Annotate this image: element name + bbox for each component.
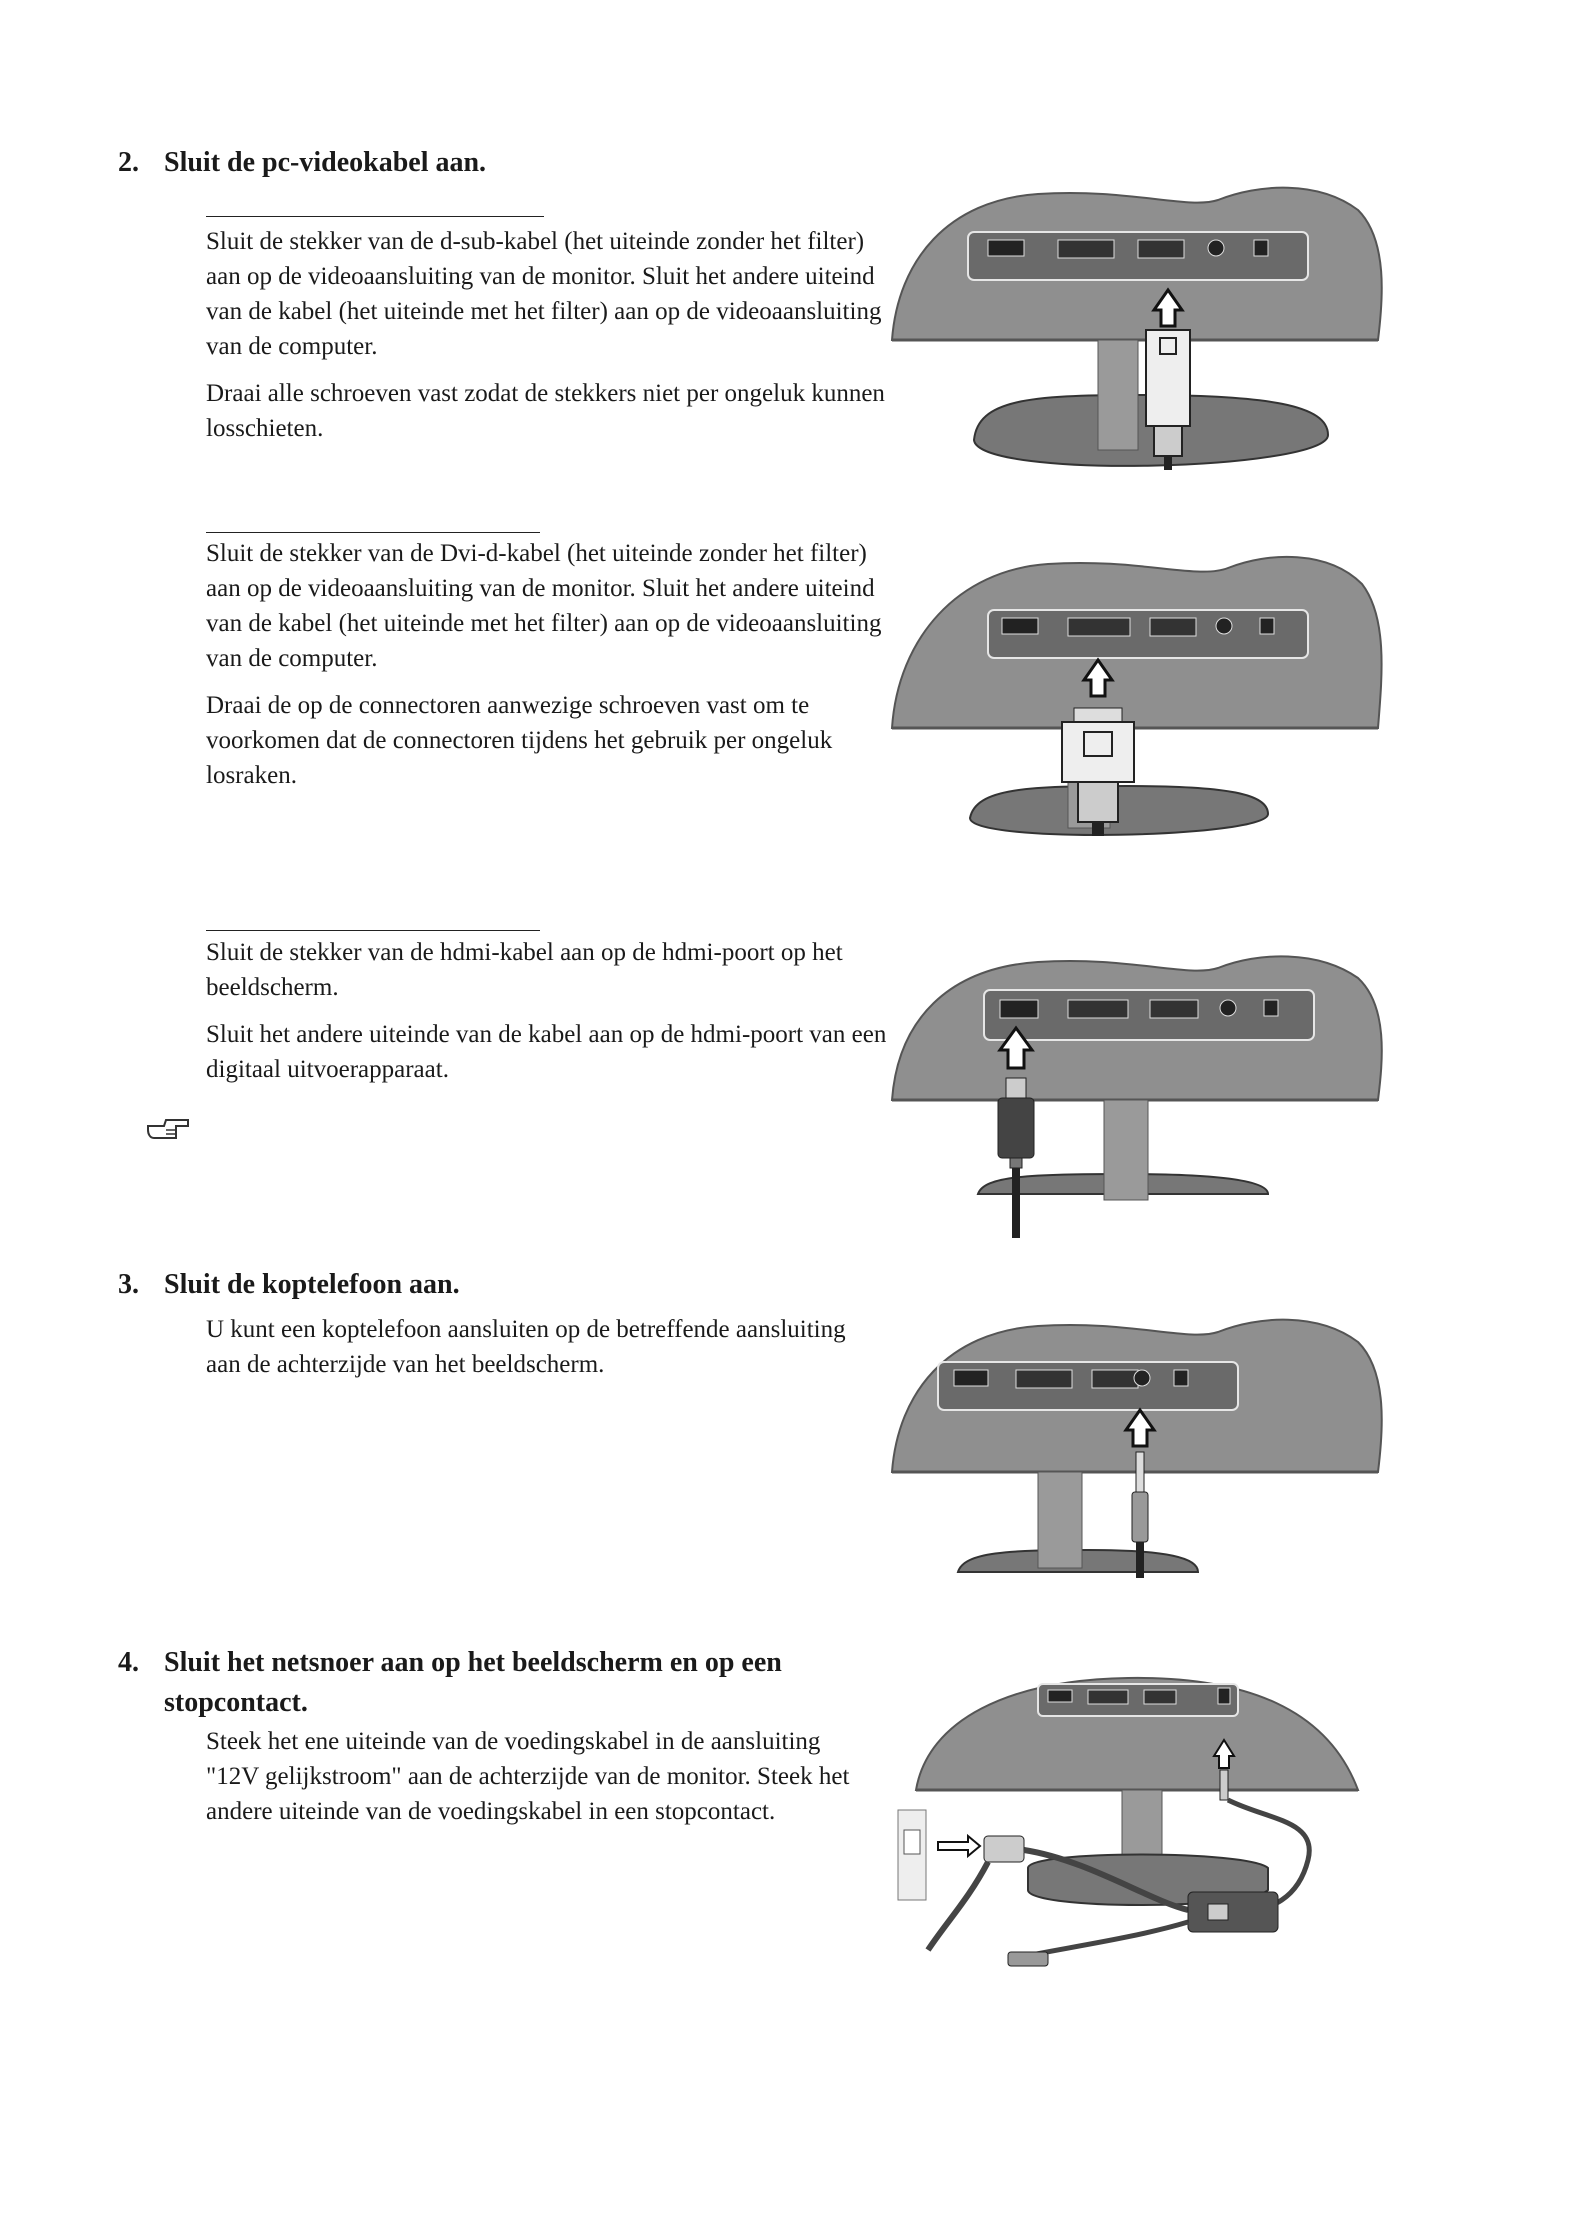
headphone-connection-illustration <box>888 1312 1384 1584</box>
dsub-section-rule <box>206 216 544 217</box>
step-2-heading <box>118 143 487 183</box>
dsub-paragraph-2: Draai alle schroeven vast zodat de stekkers niet per ongeluk kunnen losschieten. <box>206 380 885 442</box>
step-4-number: 4. <box>118 1647 139 1678</box>
power-paragraph-1: Steek het ene uiteinde van de voedingskabel in de aansluiting "12V gelijkstroom" aan de achterzijde van de monitor. Steek het andere uiteinde van de voedingskabel in een stopcontact. <box>206 1728 850 1825</box>
dvi-paragraph-2: Draai de op de connectoren aanwezige schroeven vast om te voorkomen dat de connectoren tijdens het gebruik per ongeluk losraken. <box>206 692 833 789</box>
power-connection-illustration <box>888 1660 1388 1990</box>
hdmi-paragraph-2: Sluit het andere uiteinde van de kabel aan op de hdmi-poort van een digitaal uitvoerapparaat. <box>206 1021 887 1083</box>
step-4-heading <box>118 1643 904 1723</box>
step-2-number: 2. <box>118 147 139 178</box>
hdmi-paragraph-1: Sluit de stekker van de hdmi-kabel aan op de hdmi-poort op het beeldscherm. <box>206 939 843 1001</box>
dvi-instructions <box>206 536 890 805</box>
dvi-connection-illustration <box>888 548 1384 838</box>
step-3-number: 3. <box>118 1269 139 1300</box>
dvi-paragraph-1: Sluit de stekker van de Dvi-d-kabel (het uiteinde zonder het filter) aan op de videoaansluiting van de monitor. Sluit het andere uiteind van de kabel (het uiteinde met het filter) aan op de videoaansluiting van de computer. <box>206 540 882 672</box>
step-3-title: Sluit de koptelefoon aan. <box>164 1269 460 1300</box>
dvi-section-rule <box>206 532 540 533</box>
headphone-instructions <box>206 1312 866 1394</box>
hdmi-instructions <box>206 935 890 1099</box>
step-4-title: Sluit het netsnoer aan op het beeldscherm en op een stopcontact. <box>164 1647 782 1718</box>
dsub-instructions <box>206 224 890 458</box>
headphone-paragraph-1: U kunt een koptelefoon aansluiten op de betreffende aansluiting aan de achterzijde van het beeldscherm. <box>206 1316 846 1378</box>
dsub-paragraph-1: Sluit de stekker van de d-sub-kabel (het uiteinde zonder het filter) aan op de videoaansluiting van de monitor. Sluit het andere uiteind van de kabel (het uiteinde met het filter) aan op de videoaansluiting van de computer. <box>206 228 882 360</box>
dsub-connection-illustration <box>888 180 1384 470</box>
hdmi-section-rule <box>206 930 540 931</box>
pointing-hand-icon <box>146 1116 190 1142</box>
hdmi-connection-illustration <box>888 950 1384 1240</box>
step-2-title: Sluit de pc-videokabel aan. <box>164 147 487 178</box>
power-instructions <box>206 1724 874 1841</box>
step-3-heading <box>118 1265 460 1305</box>
